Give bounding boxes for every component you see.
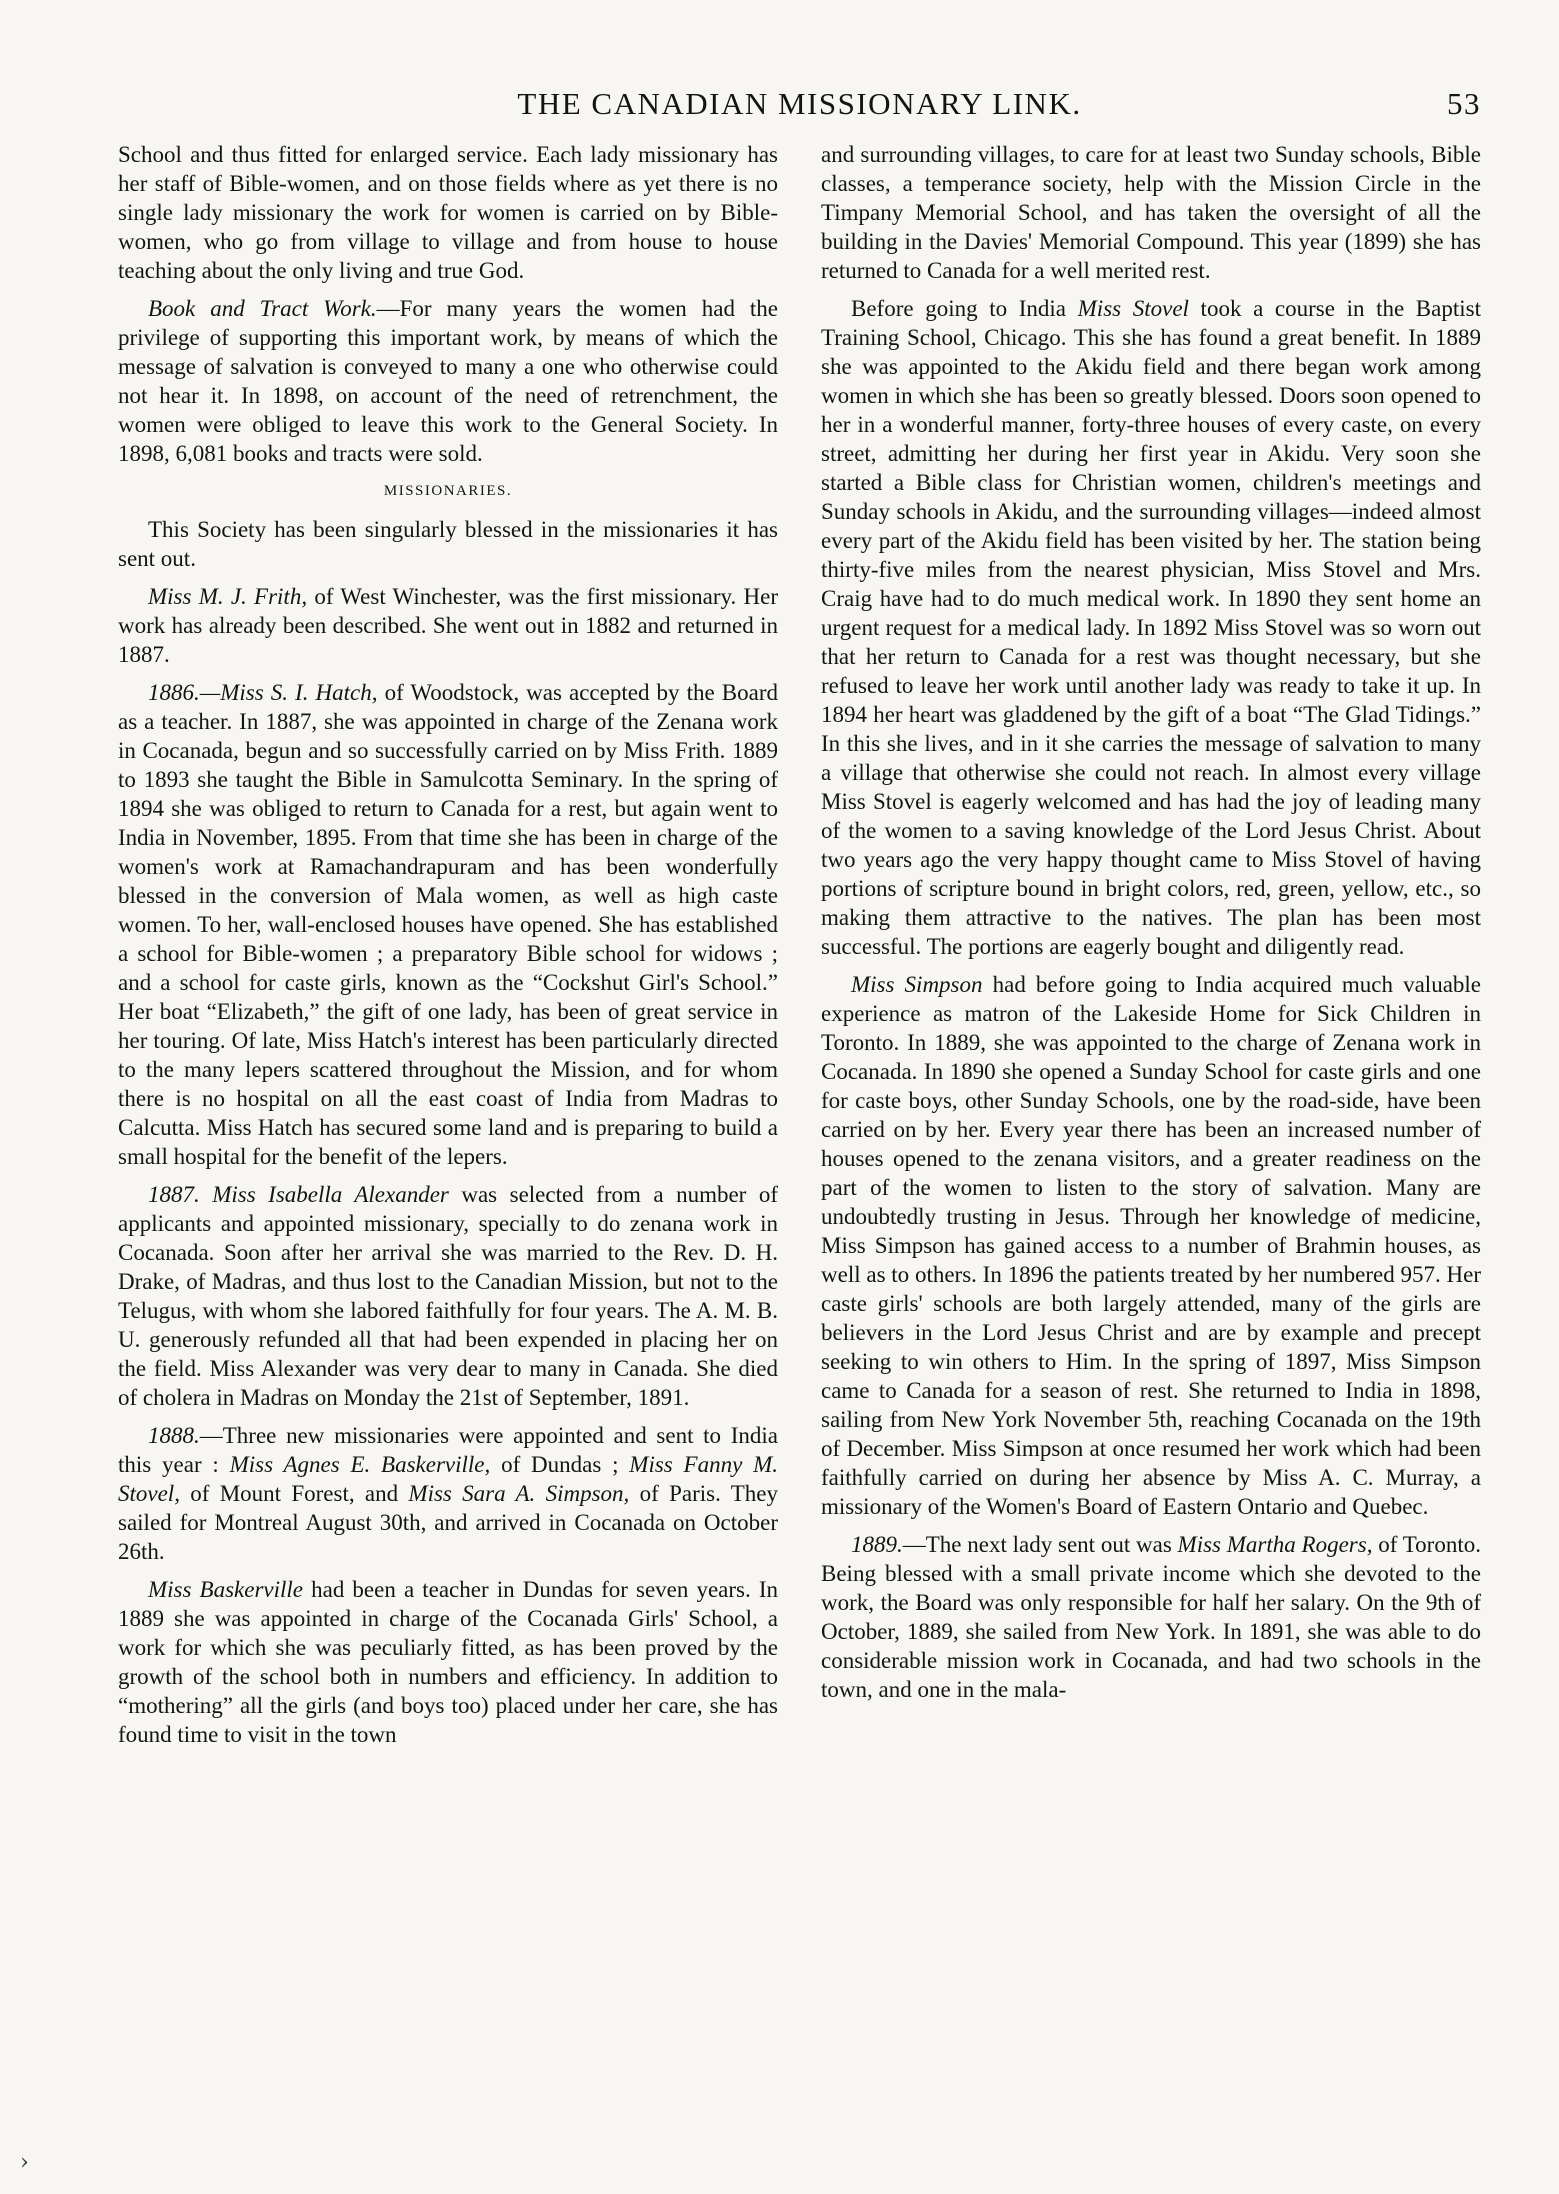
paragraph <box>118 1421 778 1566</box>
year-lead: 1886.—Miss S. I. Hatch, <box>148 680 378 705</box>
page-number: 53 <box>1447 86 1481 121</box>
paragraph-text: and surrounding villages, to care for at least two Sunday schools, Bible classes, a temperance society, help with the Mission Circle in the Timpany Memorial School, and has taken the oversight of all the building in the Davies' Memorial Compound. This year (1899) she has returned to Canada for a well merited rest. <box>821 142 1481 283</box>
paragraph <box>821 970 1481 1521</box>
paragraph-text: of Toronto. Being blessed with a small private income which she devoted to the work, the Board was only responsible for half her salary. On the 9th of October, 1889, she sailed from New York. In 1891, she was able to do considerable mission work in Cocanada, and had two schools in the town, and one in the mala- <box>821 1532 1481 1702</box>
missionary-name: Miss Agnes E. Baskerville, <box>229 1452 491 1477</box>
paragraph-text: School and thus fitted for enlarged service. Each lady missionary has her staff of Bible-women, and on those fields where as yet there is no single lady missionary the work for women is carried on by Bible-women, who go from village to village and from house to house teaching about the only living and true God. <box>118 142 778 283</box>
left-column <box>118 140 778 1758</box>
year-lead: 1888. <box>148 1423 200 1448</box>
year-lead: 1887. Miss Isabella Alexander <box>148 1182 449 1207</box>
paragraph <box>118 582 778 669</box>
paragraph-text: had been a teacher in Dundas for seven years. In 1889 she was appointed in charge of the Cocanada Girls' School, a work for which she was peculiarly fitted, as has been proved by the growth of the school both in numbers and efficiency. In addition to “mothering” all the girls (and boys too) placed under her care, she has found time to visit in the town <box>118 1577 779 1747</box>
paragraph-text: of West Winchester, was the first missionary. Her work has already been described. She went out in 1882 and returned in 1887. <box>118 584 778 667</box>
paragraph <box>118 678 778 1171</box>
missionary-name: Miss Simpson <box>851 972 983 997</box>
section-heading: MISSIONARIES. <box>383 483 513 499</box>
paragraph <box>821 140 1481 285</box>
paragraph-text: took a course in the Baptist Training School, Chicago. This she has found a great benefit. In 1889 she was appointed to the Akidu field and there began work among women in which she has been so greatly blessed. Doors soon opened to her in a wonderful manner, forty-three houses of every caste, on every street, admitting her during her first year in Akidu. Very soon she started a Bible class for Christian women, children's meetings and Sunday schools in Akidu, and the surrounding villages—indeed almost every part of the Akidu field has been visited by her. The station being thirty-five miles from the nearest physician, Miss Stovel and Mrs. Craig have had to do much medical work. In 1890 they sent home an urgent request for a medical lady. In 1892 Miss Stovel was so worn out that her return to Canada for a rest was thought necessary, but she refused to leave her work until another lady was ready to take it up. In 1894 her heart was gladdened by the gift of a boat “The Glad Tidings.” In this she lives, and in it she carries the message of salvation to many a village that otherwise she could not reach. In almost every village Miss Stovel is eagerly welcomed and has had the joy of leading many of the women to a saving knowledge of the Lord Jesus Christ. About two years ago the very happy thought came to Miss Stovel of having portions of scripture bound in bright colors, red, green, yellow, etc., so making them attractive to the natives. The plan has been most successful. The portions are eagerly bought and diligently read. <box>821 296 1481 959</box>
paragraph-text: had before going to India acquired much valuable experience as matron of the Lakeside Home for Sick Children in Toronto. In 1889, she was appointed to the charge of Zenana work in Cocanada. In 1890 she opened a Sunday School for caste girls and one for caste boys, other Sunday Schools, one by the road-side, have been carried on by her. Every year there has been an increased number of houses opened to the zenana visitors, and a greater readiness on the part of the women to listen to the story of salvation. Many are undoubtedly trusting in Jesus. Through her knowledge of medicine, Miss Simpson has gained access to a number of Brahmin houses, as well as to others. In 1896 the patients treated by her numbered 957. Her caste girls' schools are both largely attended, many of the girls are believers in the Lord Jesus Christ and are by example and precept seeking to win others to Him. In the spring of 1897, Miss Simpson came to Canada for a season of rest. She returned to India in 1898, sailing from New York November 5th, reaching Cocanada on the 19th of December. Miss Simpson at once resumed her work which had been faithfully carried on during her absence by Miss A. C. Murray, a missionary of the Women's Board of Eastern Ontario and Quebec. <box>821 972 1481 1519</box>
paragraph-text: of Dundas ; <box>490 1452 630 1477</box>
running-head <box>118 78 1481 130</box>
paragraph <box>118 515 778 573</box>
paragraph-text: —The next lady sent out was <box>902 1532 1178 1557</box>
paragraph <box>118 1180 778 1412</box>
paragraph <box>821 294 1481 961</box>
section-lead: Book and Tract Work. <box>148 296 377 321</box>
missionary-name: Miss Baskerville <box>148 1577 304 1602</box>
margin-mark: › <box>20 2150 29 2175</box>
paragraph-text: —For many years the women had the privilege of supporting this important work, by means of which the message of salvation is conveyed to many a one who otherwise could not hear it. In 1898, on account of the need of retrenchment, the women were obliged to leave this work to the General Society. In 1898, 6,081 books and tracts were sold. <box>118 296 778 466</box>
paragraph-text: —Three new missionaries were appointed and sent to India this year : <box>118 1423 778 1477</box>
year-lead: 1889. <box>851 1532 903 1557</box>
missionary-name: Miss Fanny M. Stovel, <box>118 1452 779 1506</box>
paragraph-text: was selected from a number of applicants and appointed missionary, specially to do zenana work in Cocanada. Soon after her arrival she was married to the Rev. D. H. Drake, of Madras, and thus lost to the Canadian Mission, but not to the Telugus, with whom she labored faithfully for four years. The A. M. B. U. generously refunded all that had been expended in placing her on the field. Miss Alexander was very dear to many in Canada. She died of cholera in Madras on Monday the 21st of September, 1891. <box>118 1182 778 1410</box>
paragraph <box>118 294 778 468</box>
right-column <box>821 140 1481 1758</box>
paragraph-text: Before going to India <box>851 296 1078 321</box>
paragraph <box>821 1530 1481 1704</box>
paragraph <box>118 140 778 285</box>
paragraph <box>118 1575 778 1749</box>
missionary-name: Miss M. J. Frith, <box>148 584 308 609</box>
text-columns <box>118 140 1481 1758</box>
paragraph-text: This Society has been singularly blessed in the missionaries it has sent out. <box>118 517 778 571</box>
paragraph-text: of Woodstock, was accepted by the Board as a teacher. In 1887, she was appointed in charge of the Zenana work in Cocanada, begun and so successfully carried on by Miss Frith. 1889 to 1893 she taught the Bible in Samulcotta Seminary. In the spring of 1894 she was obliged to return to Canada for a rest, but again went to India in November, 1895. From that time she has been in charge of the women's work at Ramachandrapuram and has been wonderfully blessed in the conversion of Mala women, as well as high caste women. To her, wall-enclosed houses have opened. She has established a school for Bible-women ; a preparatory Bible school for widows ; and a school for caste girls, known as the “Cockshut Girl's School.” Her boat “Elizabeth,” the gift of one lady, has been of great service in her touring. Of late, Miss Hatch's interest has been particularly directed to the many lepers scattered throughout the Mission, and for whom there is no hospital on all the east coast of India from Madras to Calcutta. Miss Hatch has secured some land and is preparing to build a small hospital for the benefit of the lepers. <box>118 680 778 1169</box>
missionary-name: Miss Sara A. Simpson, <box>408 1481 630 1506</box>
paragraph-text: of Mount Forest, and <box>179 1481 409 1506</box>
missionary-name: Miss Martha Rogers, <box>1177 1532 1373 1557</box>
missionary-name: Miss Stovel <box>1077 296 1189 321</box>
running-head-title: THE CANADIAN MISSIONARY LINK. <box>517 86 1082 121</box>
paragraph-text: of Paris. They sailed for Montreal August 30th, and arrived in Cocanada on October 26th. <box>118 1481 778 1564</box>
